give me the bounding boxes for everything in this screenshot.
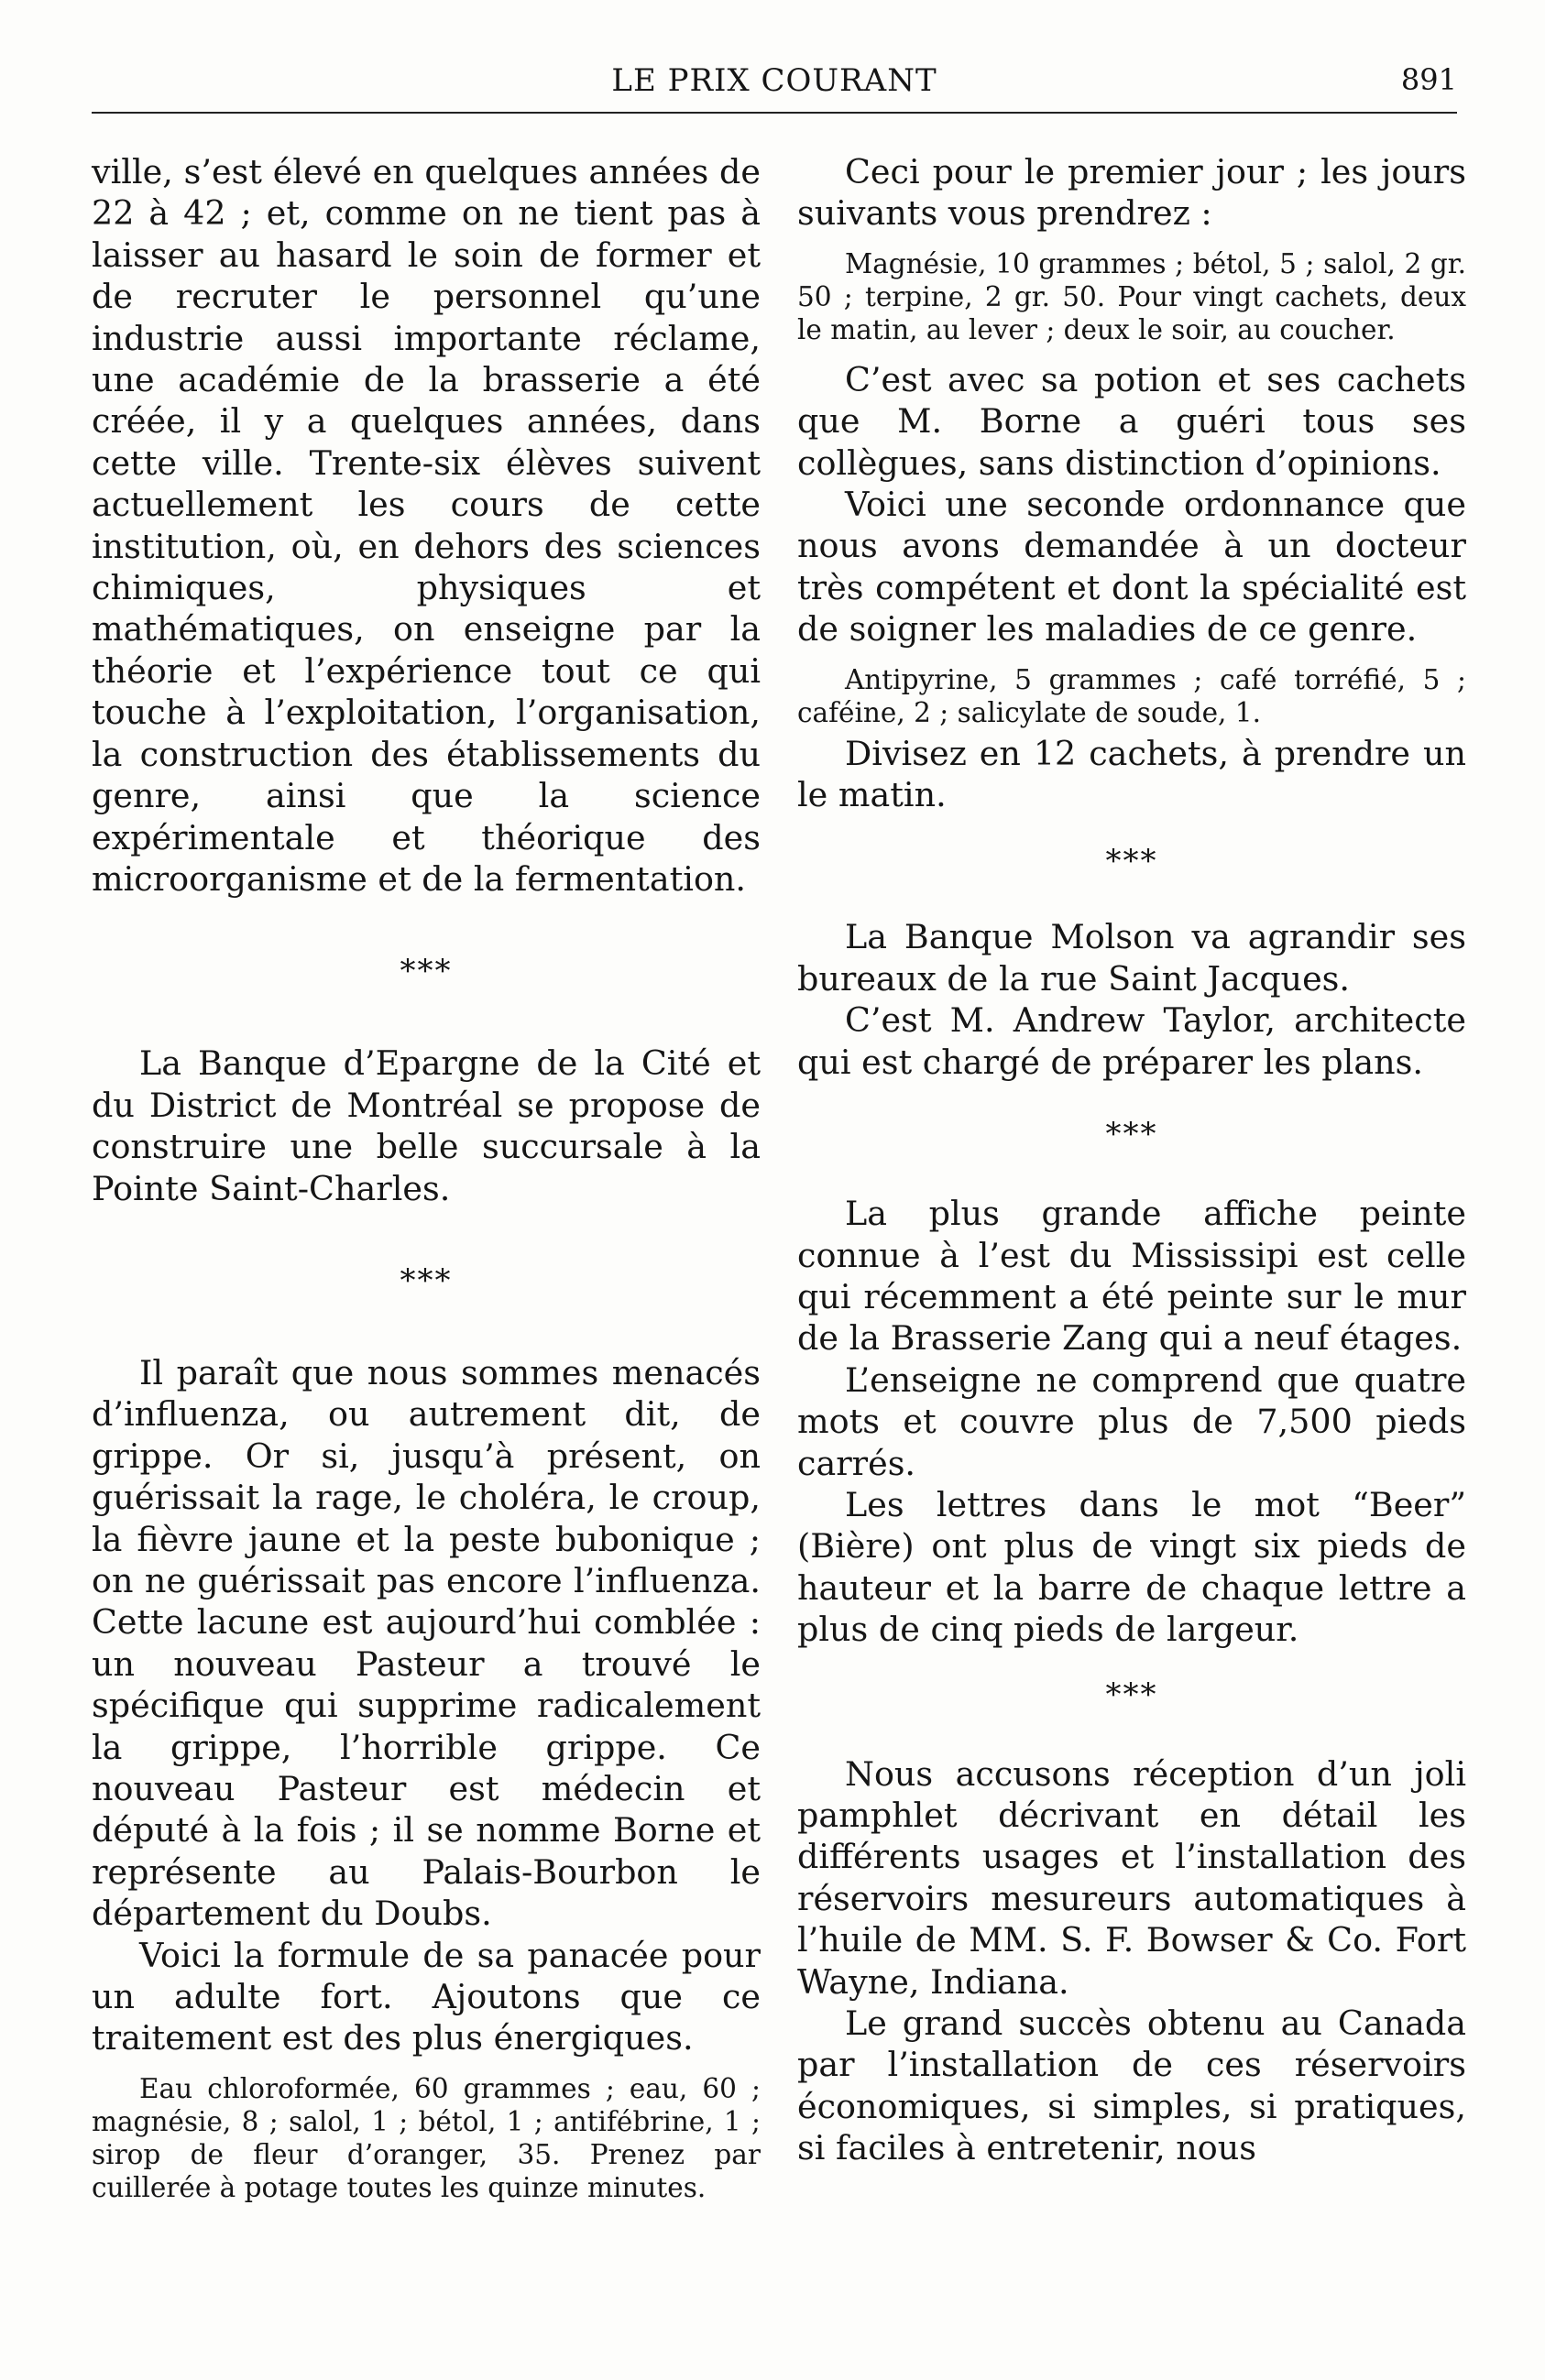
section-separator: *** bbox=[1105, 1116, 1158, 1153]
article-molson-architect: C’est M. Andrew Taylor, architecte qui est chargé de préparer les plans. bbox=[797, 1000, 1466, 1082]
right-column bbox=[797, 151, 1466, 2169]
section-separator: *** bbox=[400, 1261, 453, 1299]
second-formula: Antipyrine, 5 grammes ; café torréfié, 5 ; caféine, 2 ; salicylate de soude, 1. bbox=[797, 663, 1466, 728]
article-influenza-formula-intro: Voici la formule de sa panacée pour un adulte fort. Ajoutons que ce traitement est des plus énergiques. bbox=[92, 1935, 761, 2058]
article-second-prescription: Voici une seconde ordonnance que nous avons demandée à un docteur très compétent et dont la spécialité est de soigner les maladies de ce genre. bbox=[797, 485, 1466, 650]
section-separator: *** bbox=[400, 953, 453, 990]
article-savings-bank: La Banque d’Epargne de la Cité et du District de Montréal se propose de construire une belle succursale à la Pointe Saint-Charles. bbox=[92, 1043, 761, 1208]
article-molson-bank: La Banque Molson va agrandir ses bureaux de la rue Saint Jacques. bbox=[797, 917, 1466, 999]
influenza-formula: Eau chloroformée, 60 grammes ; eau, 60 ; magnésie, 8 ; salol, 1 ; bétol, 1 ; antifébrine, 1 ; sirop de fleur d’oranger, 35. Prenez par cuillerée à potage toutes les quinze minutes. bbox=[92, 2072, 761, 2203]
article-influenza-following-days: Ceci pour le premier jour ; les jours suivants vous prendrez : bbox=[797, 152, 1466, 234]
page-number: 891 bbox=[1400, 62, 1457, 97]
article-divide-cachets: Divisez en 12 cachets, à prendre un le matin. bbox=[797, 733, 1466, 815]
section-separator: *** bbox=[1105, 843, 1158, 880]
article-brewery-continued: ville, s’est élevé en quelques années de 22 à 42 ; et, comme on ne tient pas à laisser au hasard le soin de former et de recruter le personnel qu’une industrie aussi importante réclame, une académie de la brasserie a été créée, il y a quelques années, dans cette ville. Trente-six élèves suivent actuellement les cours de cette institution, où, en dehors des sciences chimiques, physiques et mathématiques, on enseigne par la théorie et l’expérience tout ce qui touche à l’exploitation, l’organisation, la construction des établissements du genre, ainsi que la science expérimentale et théorique des microorganisme et de la fermentation. bbox=[92, 152, 761, 899]
article-sign-letters: Les lettres dans le mot “Beer” (Bière) ont plus de vingt six pieds de hauteur et la barre de chaque lettre a plus de cinq pieds de largeur. bbox=[797, 1484, 1466, 1650]
article-borne-colleagues: C’est avec sa potion et ses cachets que M. Borne a guéri tous ses collègues, sans distinction d’opinions. bbox=[797, 359, 1466, 483]
article-sign-words: L’enseigne ne comprend que quatre mots et couvre plus de 7,500 pieds carrés. bbox=[797, 1359, 1466, 1483]
section-separator: *** bbox=[1105, 1676, 1158, 1713]
article-largest-sign: La plus grande affiche peinte connue à l’est du Mississipi est celle qui récemment a été peinte sur le mur de la Brasserie Zang qui a neuf étages. bbox=[797, 1194, 1466, 1359]
left-column bbox=[92, 151, 761, 2217]
running-title: LE PRIX COURANT bbox=[611, 62, 937, 99]
article-bowser-success: Le grand succès obtenu au Canada par l’installation de ces réservoirs économiques, si simples, si pratiques, si faciles à entretenir, nous bbox=[797, 2003, 1466, 2168]
article-influenza: Il paraît que nous sommes menacés d’influenza, ou autrement dit, de grippe. Or si, jusqu’à présent, on guérissait la rage, le choléra, le croup, la fièvre jaune et la peste bubonique ; on ne guérissait pas encore l’influenza. Cette lacune est aujourd’hui comblée : un nouveau Pasteur a trouvé le spécifique qui supprime radicalement la grippe, l’horrible grippe. Ce nouveau Pasteur est médecin et député à la fois ; il se nomme Borne et représente au Palais-Bourbon le département du Doubs. bbox=[92, 1352, 761, 1934]
page-header bbox=[92, 57, 1457, 114]
article-bowser-pamphlet: Nous accusons réception d’un joli pamphlet décrivant en détail les différents usages et l’installation des réservoirs mesureurs automatiques à l’huile de MM. S. F. Bowser & Co. Fort Wayne, Indiana. bbox=[797, 1753, 1466, 2002]
cachets-formula: Magnésie, 10 grammes ; bétol, 5 ; salol, 2 gr. 50 ; terpine, 2 gr. 50. Pour vingt cachets, deux le matin, au lever ; deux le soir, au coucher. bbox=[797, 247, 1466, 345]
